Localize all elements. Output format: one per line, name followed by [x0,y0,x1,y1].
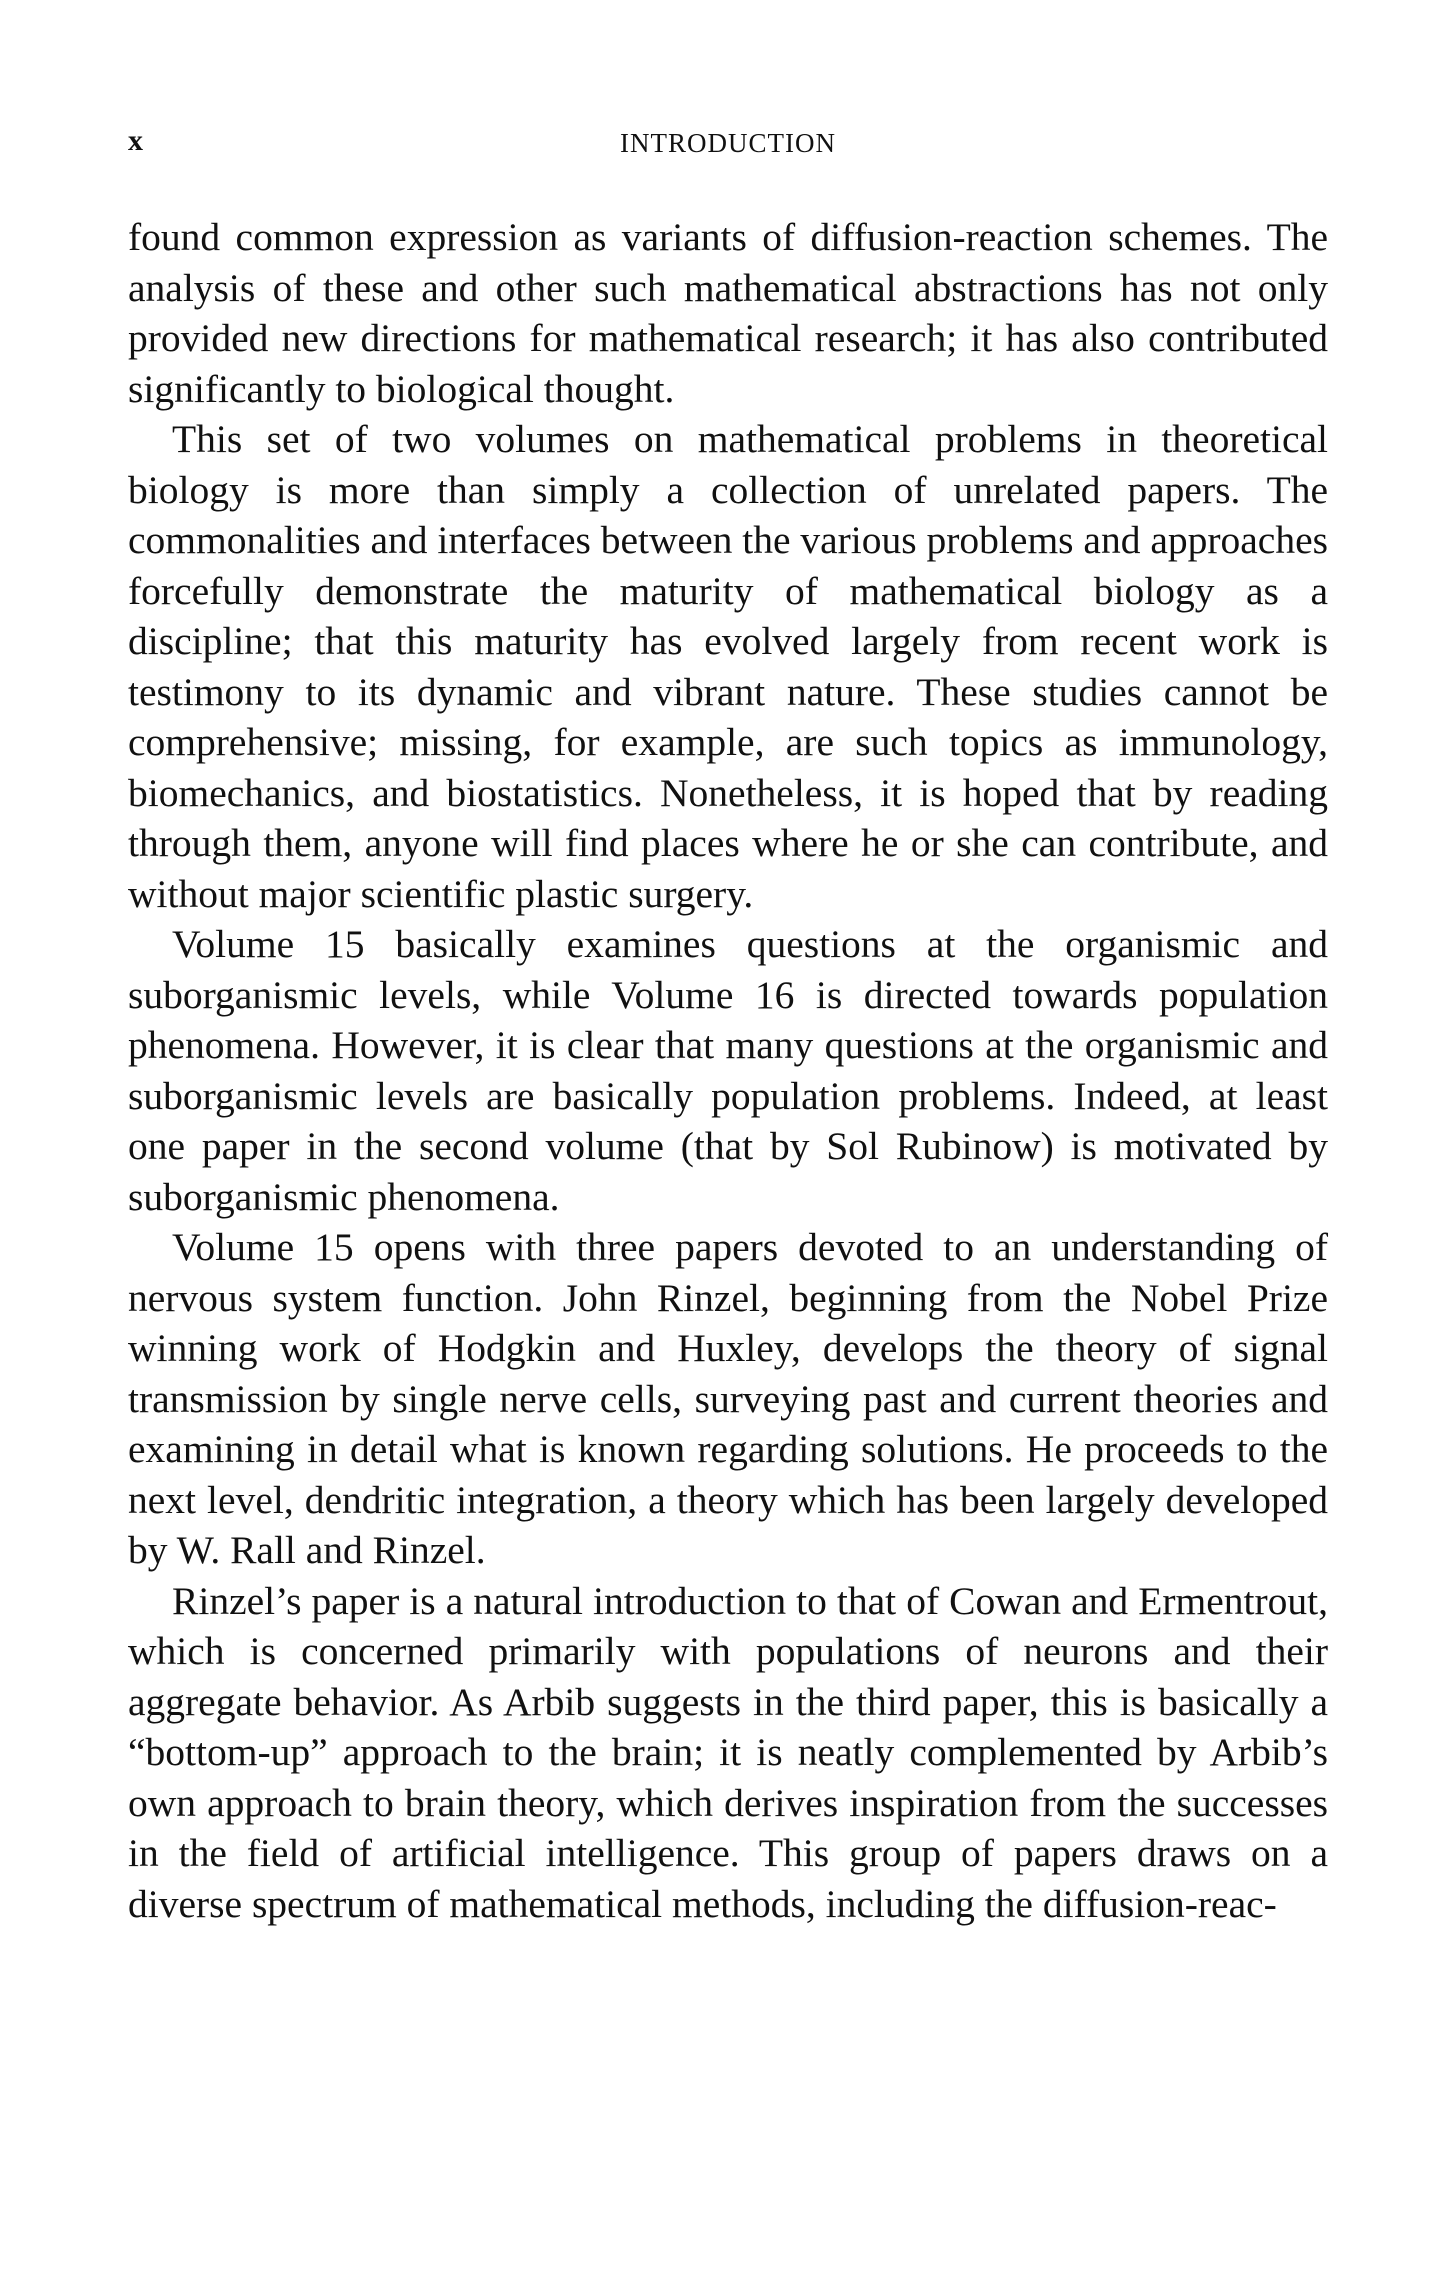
paragraph-two-volumes: This set of two volumes on mathematical problems in theoretical biology is more than simply a collection of unrelated papers. The commonalities and interfaces between the various problems and approaches forcefully demonstrate the maturity of mathematical biology as a discipline; that this maturity has evolved largely from recent work is testimony to its dynamic and vibrant nature. These studies cannot be comprehensive; missing, for example, are such topics as immunology, biomechanics, and biostatistics. Nonetheless, it is hoped that by reading through them, anyone will find places where he or she can contribute, and without major scientific plastic surgery. [128,417,1328,916]
page-header [128,124,1328,164]
paragraph-rinzel: Rinzel’s paper is a natural introduction to that of Cowan and Ermentrout, which is concerned primarily with populations of neurons and their aggregate behavior. As Arbib suggests in the third paper, this is basically a “bottom-up” approach to the brain; it is neatly complemented by Arbib’s own approach to brain theory, which derives inspiration from the successes in the field of artificial intelligence. This group of papers draws on a diverse spectrum of mathematical methods, including the diffusion-reac- [128,1578,1328,1926]
paragraph-nervous-system: Volume 15 opens with three papers devoted to an understanding of nervous system function. John Rinzel, beginning from the Nobel Prize winning work of Hodgkin and Huxley, develops the theory of signal transmission by single nerve cells, surveying past and current theories and examining in detail what is known regarding solutions. He proceeds to the next level, dendritic integration, a theory which has been largely developed by W. Rall and Rinzel. [128,1225,1328,1572]
page-number: x [128,124,144,157]
paragraph-continuation: found common expression as variants of diffusion-reaction schemes. The analysis of these and other such mathematical abstractions has not only provided new directions for mathematical research; it has also contributed significantly to biological thought. [128,215,1328,411]
paragraph-volume-15-16: Volume 15 basically examines questions at the organismic and suborganismic levels, while Volume 16 is directed towards population phenomena. However, it is clear that many questions at the organismic and suborganismic levels are basically population problems. Indeed, at least one paper in the second volume (that by Sol Rubinow) is motivated by suborganismic phenomena. [128,922,1328,1219]
running-head: INTRODUCTION [620,128,836,158]
body-text [128,212,1328,1929]
